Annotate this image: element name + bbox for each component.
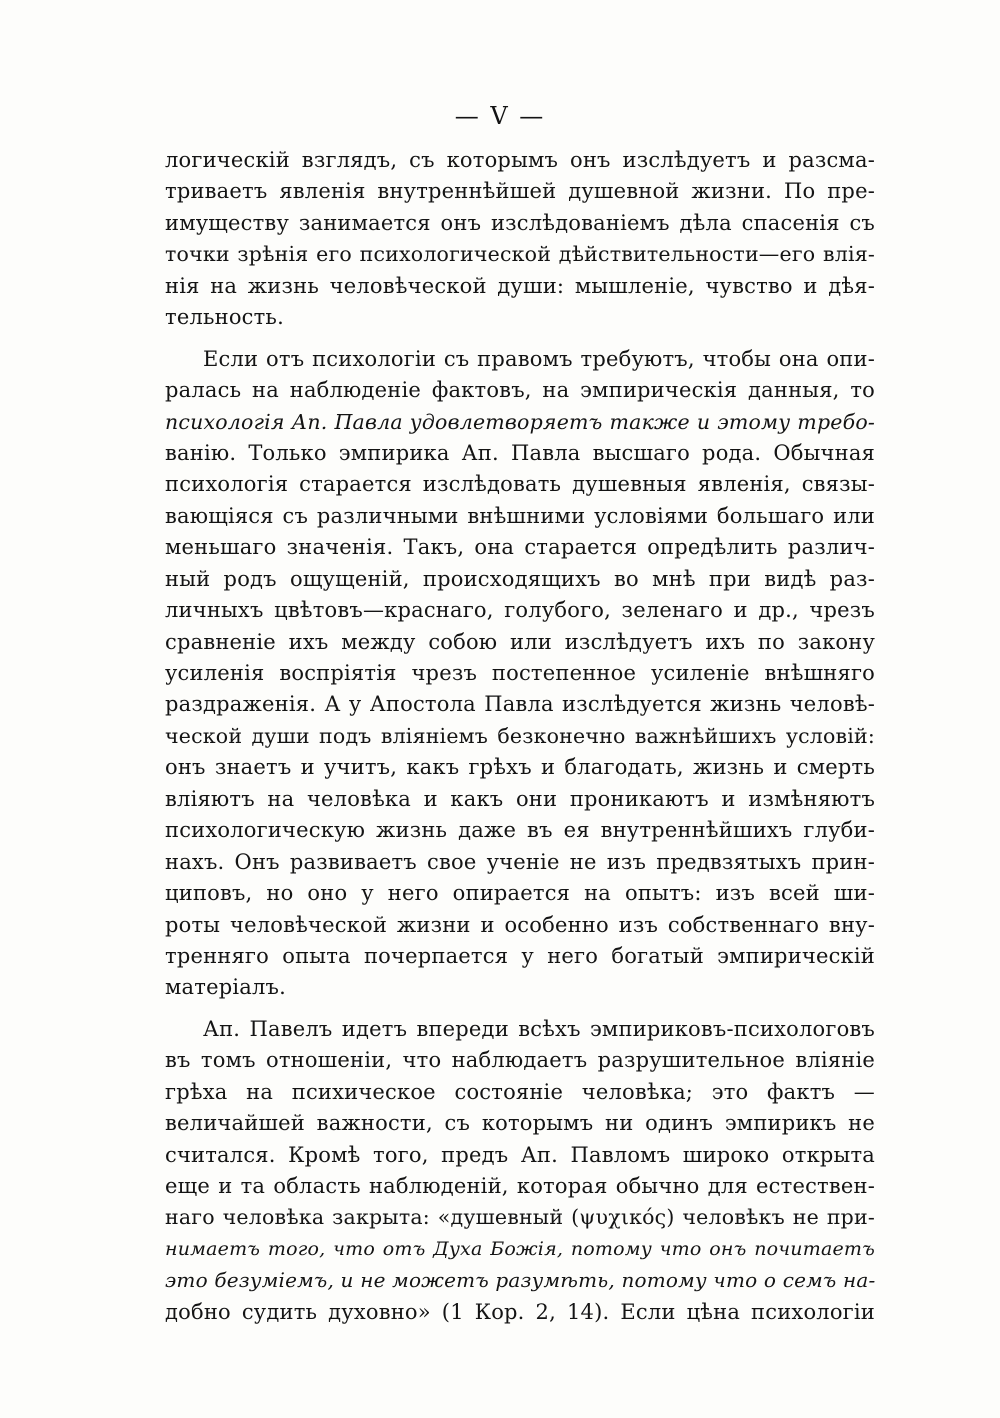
text-line: добно судить духовно» (1 Кор. 2, 14). Если цѣна психологіи: [165, 1299, 875, 1324]
text-line: раздраженія. А у Апостола Павла изслѣдуется жизнь человѣ-: [165, 692, 875, 717]
text-line: точки зрѣнія его психологической дѣйствительности—его влія-: [165, 242, 875, 267]
text-line: личныхъ цвѣтовъ—краснаго, голубого, зеленаго и др., чрезъ: [165, 598, 875, 623]
text-line: усиленія воспріятія чрезъ постепенное усиленіе внѣшняго: [165, 661, 875, 685]
text-line: триваетъ явленія внутреннѣйшей душевной жизни. По пре-: [165, 179, 875, 204]
text-line: ный родъ ощущеній, происходящихъ во мнѣ при видѣ раз-: [165, 566, 875, 591]
text-line: психологія Ап. Павла удовлетворяетъ также и этому требо-: [165, 409, 875, 434]
text-line: роты человѣческой жизни и особенно изъ собственнаго вну-: [165, 912, 875, 937]
text-line: еще и та область наблюденій, которая обычно для естествен-: [165, 1174, 875, 1198]
text-line: это безуміемъ, и не можетъ разумѣть, потому что о семъ на-: [165, 1268, 876, 1293]
paragraph: [165, 145, 875, 334]
text-line: нахъ. Онъ развиваетъ свое ученіе не изъ предвзятыхъ прин-: [165, 849, 875, 874]
text-line: наго человѣка закрыта: «душевный (ψυχικός) человѣкъ не при-: [165, 1205, 875, 1230]
text-line: вающіяся съ различными внѣшними условіями большаго или: [165, 503, 875, 528]
text-line: нія на жизнь человѣческой души: мышленіе, чувство и дѣя-: [165, 273, 875, 298]
text-line: величайшей важности, съ которымъ ни одинъ эмпирикъ не: [165, 1111, 875, 1136]
text-line: Ап. Павелъ идетъ впереди всѣхъ эмпириковъ-психологовъ: [203, 1016, 875, 1041]
page-number: — V —: [454, 102, 546, 130]
text-line: логическій взглядъ, съ которымъ онъ изслѣдуетъ и разсма-: [165, 148, 875, 172]
text-line: вліяютъ на человѣка и какъ они проникаютъ и измѣняютъ: [165, 786, 875, 811]
text-line: ческой души подъ вліяніемъ безконечно важнѣйшихъ условій:: [165, 723, 875, 748]
text-line: считался. Кромѣ того, предъ Ап. Павломъ широко открыта: [165, 1142, 875, 1167]
text-line: нимаетъ того, что отъ Духа Божія, потому что онъ почитаетъ: [165, 1237, 875, 1260]
text-line: въ томъ отношеніи, что наблюдаетъ разрушительное вліяніе: [165, 1048, 875, 1073]
text-line: ванію. Только эмпирика Ап. Павла высшаго рода. Обычная: [165, 440, 875, 465]
text-line: онъ знаетъ и учитъ, какъ грѣхъ и благодать, жизнь и смерть: [165, 755, 875, 780]
text-line: тельность.: [165, 305, 284, 330]
text-line: меньшаго значенія. Такъ, она старается опредѣлить различ-: [165, 535, 875, 560]
text-line: ралась на наблюденіе фактовъ, на эмпирическія данныя, то: [165, 378, 875, 403]
text-line: сравненіе ихъ между собою или изслѣдуетъ ихъ по закону: [165, 629, 875, 654]
paragraph: [165, 1014, 875, 1328]
text-line: психологія старается изслѣдовать душевныя явленія, связы-: [165, 472, 875, 497]
paragraph: [165, 344, 875, 1004]
body-text: [165, 145, 875, 1328]
text-line: матеріалъ.: [165, 975, 286, 1000]
text-line: психологическую жизнь даже въ ея внутреннѣйшихъ глуби-: [165, 818, 875, 843]
text-line: циповъ, но оно у него опирается на опытъ: изъ всей ши-: [165, 881, 875, 906]
text-line: имуществу занимается онъ изслѣдованіемъ дѣла спасенія съ: [165, 210, 875, 235]
text-line: Если отъ психологіи съ правомъ требуютъ, чтобы она опи-: [203, 346, 875, 371]
text-line: грѣха на психическое состояніе человѣка; это фактъ —: [165, 1079, 875, 1104]
text-line: тренняго опыта почерпается у него богатый эмпирическій: [165, 943, 875, 968]
